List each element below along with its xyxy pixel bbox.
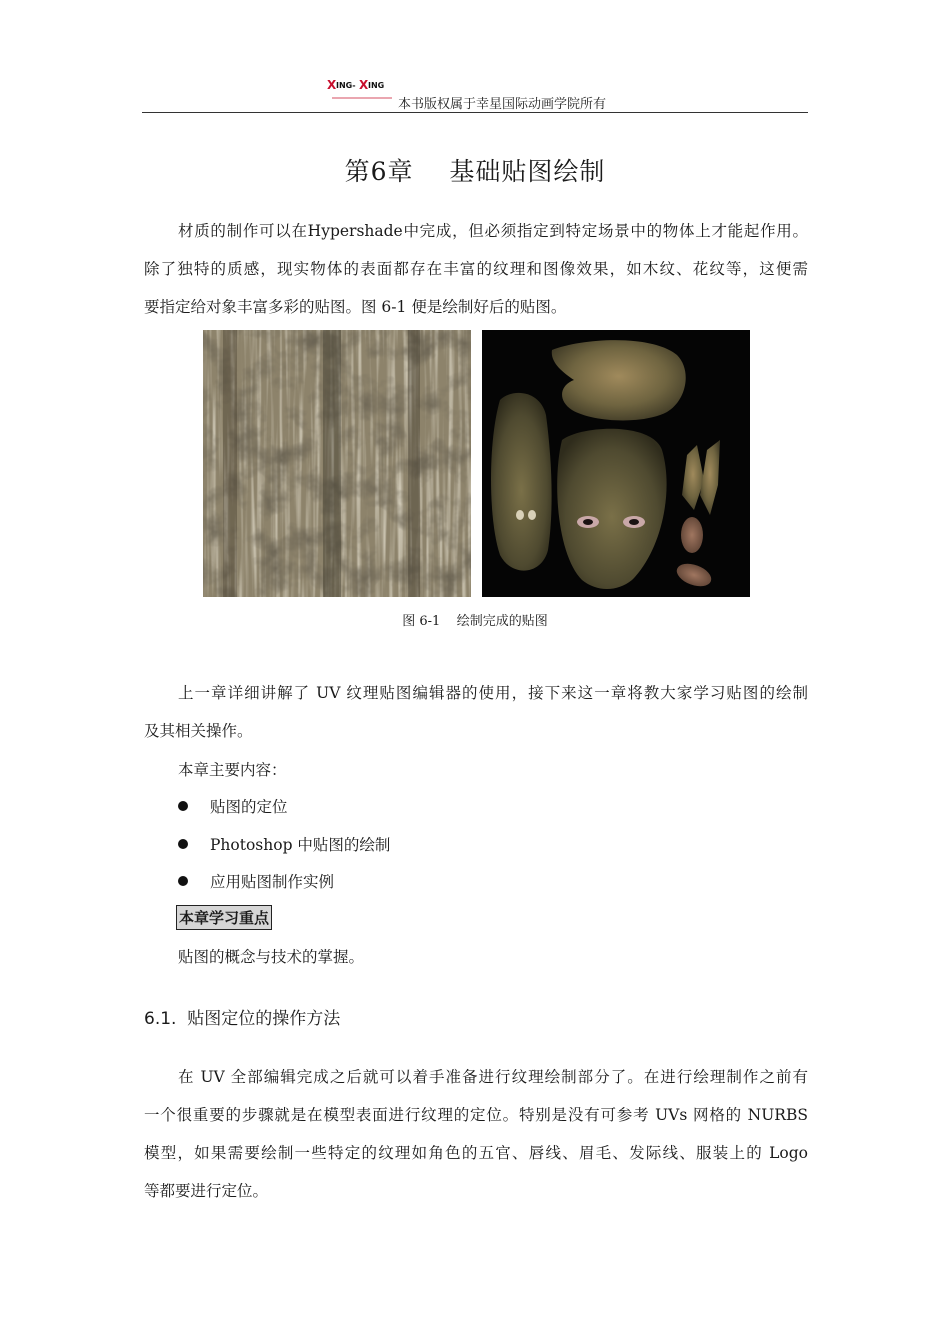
bullet-item xyxy=(178,795,288,817)
bullet-dot-icon xyxy=(178,801,188,811)
intro-line: 除了独特的质感，现实物体的表面都存在丰富的纹理和图像效果，如木纹、花纹等，这便需 xyxy=(144,260,808,278)
svg-text:ING-: ING- xyxy=(336,81,356,90)
paragraph-line: 模型，如果需要绘制一些特定的纹理如角色的五官、唇线、眉毛、发际线、服装上的 Logo xyxy=(144,1144,808,1162)
paragraph-line: 等都要进行定位。 xyxy=(144,1182,269,1200)
paragraph-line: 上一章详细讲解了 UV 纹理贴图编辑器的使用，接下来这一章将教大家学习贴图的绘制 xyxy=(178,684,808,702)
paragraph-line: 一个很重要的步骤就是在模型表面进行纹理的定位。特别是没有可参考 UVs 网格的 NURBS xyxy=(144,1106,808,1124)
svg-text:ING: ING xyxy=(368,81,385,90)
paragraph-line: 在 UV 全部编辑完成之后就可以着手准备进行纹理绘制部分了。在进行绘理制作之前有 xyxy=(178,1068,808,1086)
key-points-label: 本章学习重点 xyxy=(176,905,272,930)
chapter-title: 第6章 基础贴图绘制 xyxy=(344,157,606,186)
bullet-text: 应用贴图制作实例 xyxy=(210,873,335,891)
figure-caption: 图 6-1 绘制完成的贴图 xyxy=(402,614,548,629)
bullet-item xyxy=(178,833,390,855)
header-rule xyxy=(142,112,808,113)
paragraph-line: 及其相关操作。 xyxy=(144,722,253,740)
bullet-dot-icon xyxy=(178,876,188,886)
section-title: 6.1. 贴图定位的操作方法 xyxy=(144,1009,341,1029)
intro-line: 材质的制作可以在Hypershade中完成，但必须指定到特定场景中的物体上才能起作用。 xyxy=(178,222,808,240)
uv-map-texture-image xyxy=(482,330,750,597)
header-copyright: 本书版权属于幸星国际动画学院所有 xyxy=(398,97,607,112)
bullet-text: Photoshop 中贴图的绘制 xyxy=(210,836,391,854)
xing-xing-logo xyxy=(326,72,398,102)
grunge-texture-image xyxy=(203,330,471,597)
svg-text:X: X xyxy=(359,78,369,92)
key-points-text: 贴图的概念与技术的掌握。 xyxy=(178,948,365,966)
svg-text:X: X xyxy=(327,78,337,92)
section-paragraph xyxy=(144,1058,808,1210)
contents-label: 本章主要内容： xyxy=(178,761,287,779)
bullet-dot-icon xyxy=(178,839,188,849)
chapter-intro-paragraph xyxy=(144,674,808,750)
bullet-text: 贴图的定位 xyxy=(210,798,288,816)
intro-line: 要指定给对象丰富多彩的贴图。图 6-1 便是绘制好后的贴图。 xyxy=(144,298,567,316)
intro-paragraph xyxy=(144,212,808,326)
bullet-item xyxy=(178,870,334,892)
